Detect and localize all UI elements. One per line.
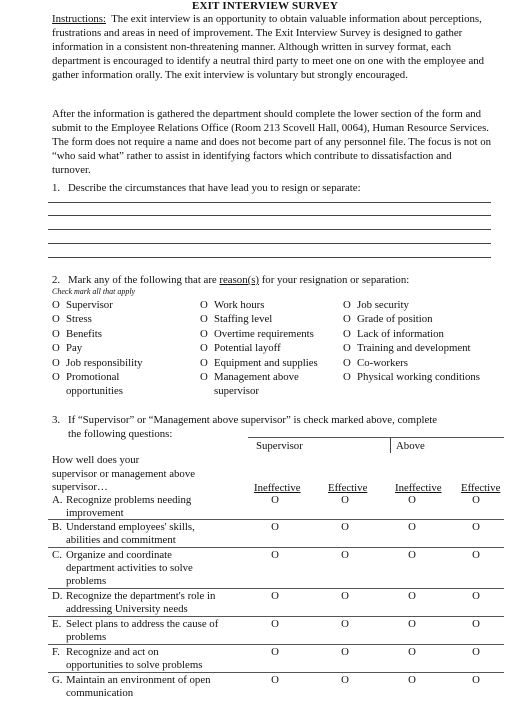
answer-line-4[interactable] [48,243,491,244]
rating-option-above-effective[interactable]: O [472,494,480,506]
row-divider [48,588,504,589]
reason-option[interactable] [200,341,281,355]
reason-checkbox[interactable]: O [200,327,208,340]
rating-row-text: Organize and coordinate [66,549,172,561]
rating-option-supervisor-ineffective[interactable]: O [271,494,279,506]
reason-option[interactable] [343,356,408,370]
reason-label: Overtime requirements [214,327,314,340]
reason-option[interactable] [343,341,471,355]
rating-option-supervisor-ineffective[interactable]: O [271,674,279,686]
reason-checkbox[interactable]: O [343,299,351,311]
rating-row-label [52,494,252,520]
reason-label: Training and development [357,342,471,355]
reason-checkbox[interactable]: O [52,356,60,369]
rating-row-text: Maintain an environment of open [66,674,211,686]
question-1-text: Describe the circumstances that have lead you to resign or separate: [68,182,361,194]
question-2-text-before: Mark any of the following that are [68,274,220,286]
rating-row-letter: C. [52,549,62,561]
rating-row-letter: B. [52,521,62,533]
reason-option[interactable] [200,312,272,326]
reason-option[interactable] [343,298,409,312]
reason-option[interactable] [200,370,299,398]
rating-row-label [52,618,252,644]
reason-option[interactable] [200,298,264,312]
rating-option-above-effective[interactable]: O [472,674,480,686]
reason-label: Stress [66,313,92,326]
reason-option[interactable] [343,327,444,341]
question-2 [52,273,502,287]
rating-row-letter: D. [52,590,63,602]
reason-label: Equipment and supplies [214,356,318,369]
question-2-hint: Check mark all that apply [52,287,136,296]
rating-row-text: Understand employees' skills, [66,521,195,533]
table-prompt-line-2: supervisor or management above [52,467,196,480]
group-header-supervisor: Supervisor [256,440,303,452]
reason-option[interactable] [52,370,123,398]
rating-option-supervisor-ineffective[interactable]: O [271,549,279,561]
reason-label: Work hours [214,299,265,311]
rating-option-supervisor-effective[interactable]: O [341,549,349,561]
reason-label: Co-workers [357,356,408,369]
reason-label: Lack of information [357,327,444,340]
reason-label: Management above [214,371,299,383]
rating-row-label [52,549,252,588]
rating-row-letter: A. [52,494,63,506]
after-paragraph: After the information is gathered the department should complete the lower section of the form and submit to the Employee Relations Office (Room 213 Scovell Hall, 0064), Human Resource Services. The form does not require a name and does not become part of any personnel file. The focus is not on “who said what” rather to assist in identifying factors which contribute to dissatisfaction and turnover. [52,108,492,177]
reason-checkbox[interactable]: O [200,356,208,369]
reason-checkbox[interactable]: O [200,342,208,355]
reason-checkbox[interactable]: O [52,299,60,311]
table-prompt-line-1: How well does your [52,454,140,466]
rating-option-supervisor-effective[interactable]: O [341,618,349,630]
table-prompt-line-3: supervisor… [52,481,108,493]
rating-row-text: department activities to solve [66,562,193,574]
rating-option-above-effective[interactable]: O [472,549,480,561]
table-prompt [52,454,252,495]
reason-label: Promotional [66,371,120,383]
rating-option-above-ineffective[interactable]: O [408,549,416,561]
table-top-rule [248,437,504,438]
answer-line-5[interactable] [48,257,491,258]
rating-option-supervisor-effective[interactable]: O [341,494,349,506]
answer-line-2[interactable] [48,215,491,216]
col-header-above-ineffective: Ineffective [395,482,442,494]
rating-option-supervisor-effective[interactable]: O [341,674,349,686]
question-3-line-1: If “Supervisor” or “Management above supervisor” is check marked above, complete [68,414,438,426]
reason-option[interactable] [52,341,82,355]
rating-option-above-ineffective[interactable]: O [408,590,416,602]
rating-row-label [52,646,252,672]
rating-option-above-effective[interactable]: O [472,521,480,533]
answer-line-1[interactable] [48,202,491,203]
rating-row-text: Recognize and act on [66,646,159,658]
reason-option[interactable] [200,356,318,370]
reason-checkbox[interactable]: O [200,299,208,311]
col-header-supervisor-effective: Effective [328,482,368,494]
page-title: EXIT INTERVIEW SURVEY [191,0,339,12]
rating-option-above-ineffective[interactable]: O [408,674,416,686]
rating-option-above-ineffective[interactable]: O [408,494,416,506]
group-header-above: Above [396,440,425,452]
reason-option[interactable] [200,327,314,341]
rating-row-label [52,590,252,616]
rating-option-above-effective[interactable]: O [472,618,480,630]
reason-label: Staffing level [214,313,273,326]
instructions-text: The exit interview is an opportunity to obtain valuable information about perceptions, frustrations and areas in need of improvement. The Exit Interview Survey is designed to gather information in a consistent non-threatening manner. Although written in survey format, each department is encouraged to identify a neutral third party to meet one on one with the employee and gather information orally. The exit interview is voluntary but strongly encouraged. [52,13,485,82]
reason-label: Supervisor [66,299,113,311]
rating-row-text: abilities and commitment [66,534,176,546]
reason-checkbox[interactable]: O [200,313,208,326]
col-header-above-effective: Effective [461,482,501,494]
reason-checkbox[interactable]: O [343,342,351,355]
rating-option-supervisor-ineffective[interactable]: O [271,590,279,602]
reason-label: Pay [66,342,83,355]
rating-row-letter: G. [52,674,63,686]
rating-row-label [52,674,252,700]
rating-option-supervisor-ineffective[interactable]: O [271,521,279,533]
rating-row-label [52,521,252,547]
rating-option-supervisor-ineffective[interactable]: O [271,646,279,658]
row-divider [48,616,504,617]
question-3-line-2: the following questions: [68,428,173,440]
rating-row-text: improvement [66,507,124,519]
instructions-label: Instructions: [52,13,106,25]
reason-option[interactable] [52,327,102,341]
rating-option-supervisor-effective[interactable]: O [341,646,349,658]
reason-option[interactable] [52,298,113,312]
rating-option-supervisor-effective[interactable]: O [341,521,349,533]
rating-row-text: opportunities to solve problems [66,659,203,671]
question-3-number: 3. [52,414,61,426]
question-1 [52,181,502,195]
rating-option-above-effective[interactable]: O [472,646,480,658]
rating-row-text: problems [66,575,107,587]
row-divider [48,644,504,645]
reason-checkbox[interactable]: O [343,327,351,340]
reason-label: Job security [357,299,409,311]
question-2-number: 2. [52,274,61,286]
reason-checkbox[interactable]: O [52,371,60,383]
reason-label: Job responsibility [66,356,143,369]
row-divider [48,519,504,520]
reason-label-continuation: supervisor [214,385,259,397]
rating-option-supervisor-effective[interactable]: O [341,590,349,602]
reason-label: Physical working conditions [357,371,480,383]
rating-row-text: Select plans to address the cause of [66,618,219,630]
reason-label: Benefits [66,327,102,340]
rating-option-supervisor-ineffective[interactable]: O [271,618,279,630]
reason-option[interactable] [343,370,480,384]
rating-option-above-ineffective[interactable]: O [408,618,416,630]
reason-option[interactable] [343,312,433,326]
answer-line-3[interactable] [48,229,491,230]
reason-label: Grade of position [357,313,433,326]
reason-checkbox[interactable]: O [343,356,351,369]
rating-row-text: addressing University needs [66,603,188,615]
instructions-paragraph [52,12,492,82]
rating-row-letter: E. [52,618,62,630]
row-divider [48,672,504,673]
rating-row-text: problems [66,631,107,643]
rating-row-text: Recognize the department's role in [66,590,216,602]
rating-row-letter: F. [52,646,60,658]
question-2-text-after: for your resignation or separation: [259,274,410,286]
reason-checkbox[interactable]: O [343,313,351,326]
reason-checkbox[interactable]: O [52,342,60,355]
rating-row-text: communication [66,687,134,699]
rating-row-text: Recognize problems needing [66,494,192,506]
question-2-text-underlined: reason(s) [219,274,259,286]
rating-option-above-ineffective[interactable]: O [408,646,416,658]
reason-checkbox[interactable]: O [52,327,60,340]
row-divider [48,547,504,548]
reason-label: Potential layoff [214,342,281,355]
rating-option-above-ineffective[interactable]: O [408,521,416,533]
reason-option[interactable] [52,356,142,370]
question-1-number: 1. [52,182,61,194]
reason-label-continuation: opportunities [66,385,123,397]
group-divider [390,437,391,453]
reason-checkbox[interactable]: O [343,371,351,383]
col-header-supervisor-ineffective: Ineffective [254,482,301,494]
reason-checkbox[interactable]: O [52,313,60,326]
rating-option-above-effective[interactable]: O [472,590,480,602]
reason-checkbox[interactable]: O [200,371,208,383]
reason-option[interactable] [52,312,92,326]
